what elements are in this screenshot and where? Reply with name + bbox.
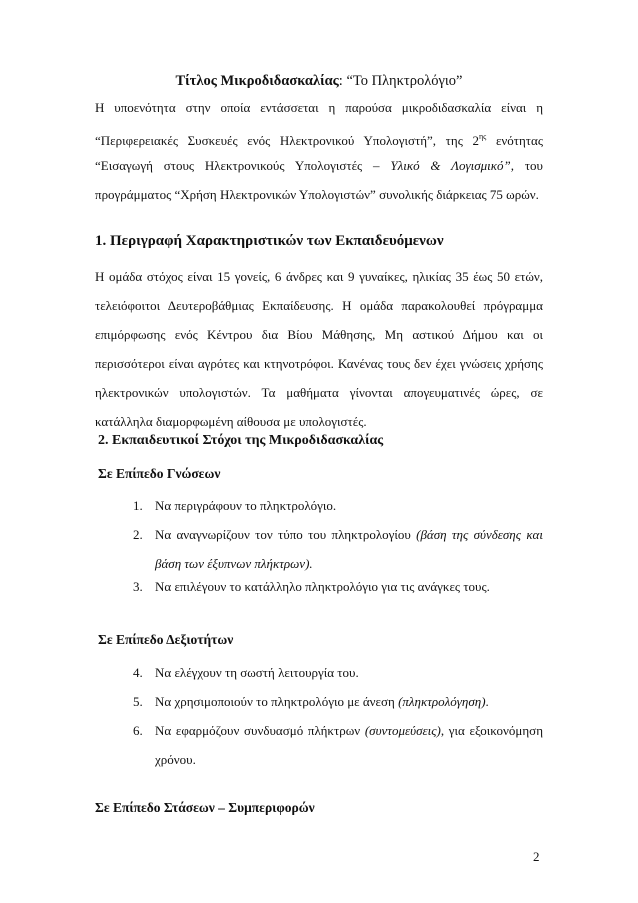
section-1-heading: 1. Περιγραφή Χαρακτηριστικών των Εκπαιδευόμενων — [95, 233, 444, 249]
list-text: Να χρησιμοποιούν το πληκτρολόγιο με άνεση (πληκτρολόγηση). — [155, 694, 489, 709]
skills-heading: Σε Επίπεδο Δεξιοτήτων — [98, 632, 234, 647]
intro-line: Η υποενότητα στην οποία εντάσσεται η παρούσα μικροδιδασκαλία είναι η — [95, 100, 543, 115]
list-text: χρόνου. — [155, 752, 196, 767]
list-number: 2. — [133, 527, 143, 542]
list-number: 3. — [133, 579, 143, 594]
paragraph-line: ηλεκτρονικών υπολογιστών. Τα μαθήματα γίνονται απογευματινές ώρες, σε — [95, 385, 543, 400]
intro-line: “Περιφερειακές Συσκευές ενός Ηλεκτρονικού Υπολογιστή”, της $2^{\eta\varsigma}$ ενότητας — [95, 132, 543, 148]
paragraph-line: Η ομάδα στόχος είναι 15 γονείς, 6 άνδρες και 9 γυναίκες, ηλικίας 35 έως 50 ετών, — [95, 269, 543, 284]
title-label: Τίτλος Μικροδιδασκαλίας — [175, 73, 339, 89]
document-title — [0, 73, 638, 90]
list-number: 6. — [133, 723, 143, 738]
paragraph-line: επιμόρφωσης ενός Κέντρου δια Βίου Μάθησης, Μη αστικού Δήμου και οι — [95, 327, 543, 342]
paragraph-line: κατάλληλα διαμορφωμένη αίθουσα με υπολογιστές. — [95, 414, 367, 429]
intro-paragraph — [95, 93, 543, 209]
list-text: Να επιλέγουν το κατάλληλο πληκτρολόγιο για τις ανάγκες τους. — [155, 579, 490, 594]
knowledge-heading: Σε Επίπεδο Γνώσεων — [98, 466, 221, 481]
list-text: Να ελέγχουν τη σωστή λειτουργία του. — [155, 665, 359, 680]
title-value: “Το Πληκτρολόγιο” — [346, 73, 463, 89]
paragraph-line: περισσότεροι είναι αγρότες και κτηνοτρόφοι. Κανένας τους δεν έχει γνώσεις χρήσης — [95, 356, 543, 371]
intro-line: προγράμματος “Χρήση Ηλεκτρονικών Υπολογιστών” συνολικής διάρκειας 75 ωρών. — [95, 187, 539, 202]
list-number: 1. — [133, 498, 143, 513]
section-2-heading: 2. Εκπαιδευτικοί Στόχοι της Μικροδιδασκαλίας — [98, 433, 384, 448]
list-text: Να εφαρμόζουν συνδυασμό πλήκτρων (συντομεύσεις), για εξοικονόμηση — [155, 723, 543, 738]
list-number: 5. — [133, 694, 143, 709]
list-text: Να αναγνωρίζουν τον τύπο του πληκτρολογίου (βάση της σύνδεσης και — [155, 527, 543, 542]
section-1-paragraph — [95, 262, 543, 436]
paragraph-line: τελειόφοιτοι Δευτεροβάθμιας Εκπαίδευσης. Η ομάδα παρακολουθεί πρόγραμμα — [95, 298, 543, 313]
title-colon: : — [338, 73, 343, 89]
list-text: βάση των έξυπνων πλήκτρων). — [155, 556, 313, 571]
intro-line: “Εισαγωγή στους Ηλεκτρονικούς Υπολογιστές – Υλικό & Λογισμικό”, του — [95, 158, 543, 173]
list-text: Να περιγράφουν το πληκτρολόγιο. — [155, 498, 337, 513]
attitudes-heading: Σε Επίπεδο Στάσεων – Συμπεριφορών — [95, 800, 315, 815]
page-number: 2 — [533, 849, 540, 864]
list-number: 4. — [133, 665, 143, 680]
